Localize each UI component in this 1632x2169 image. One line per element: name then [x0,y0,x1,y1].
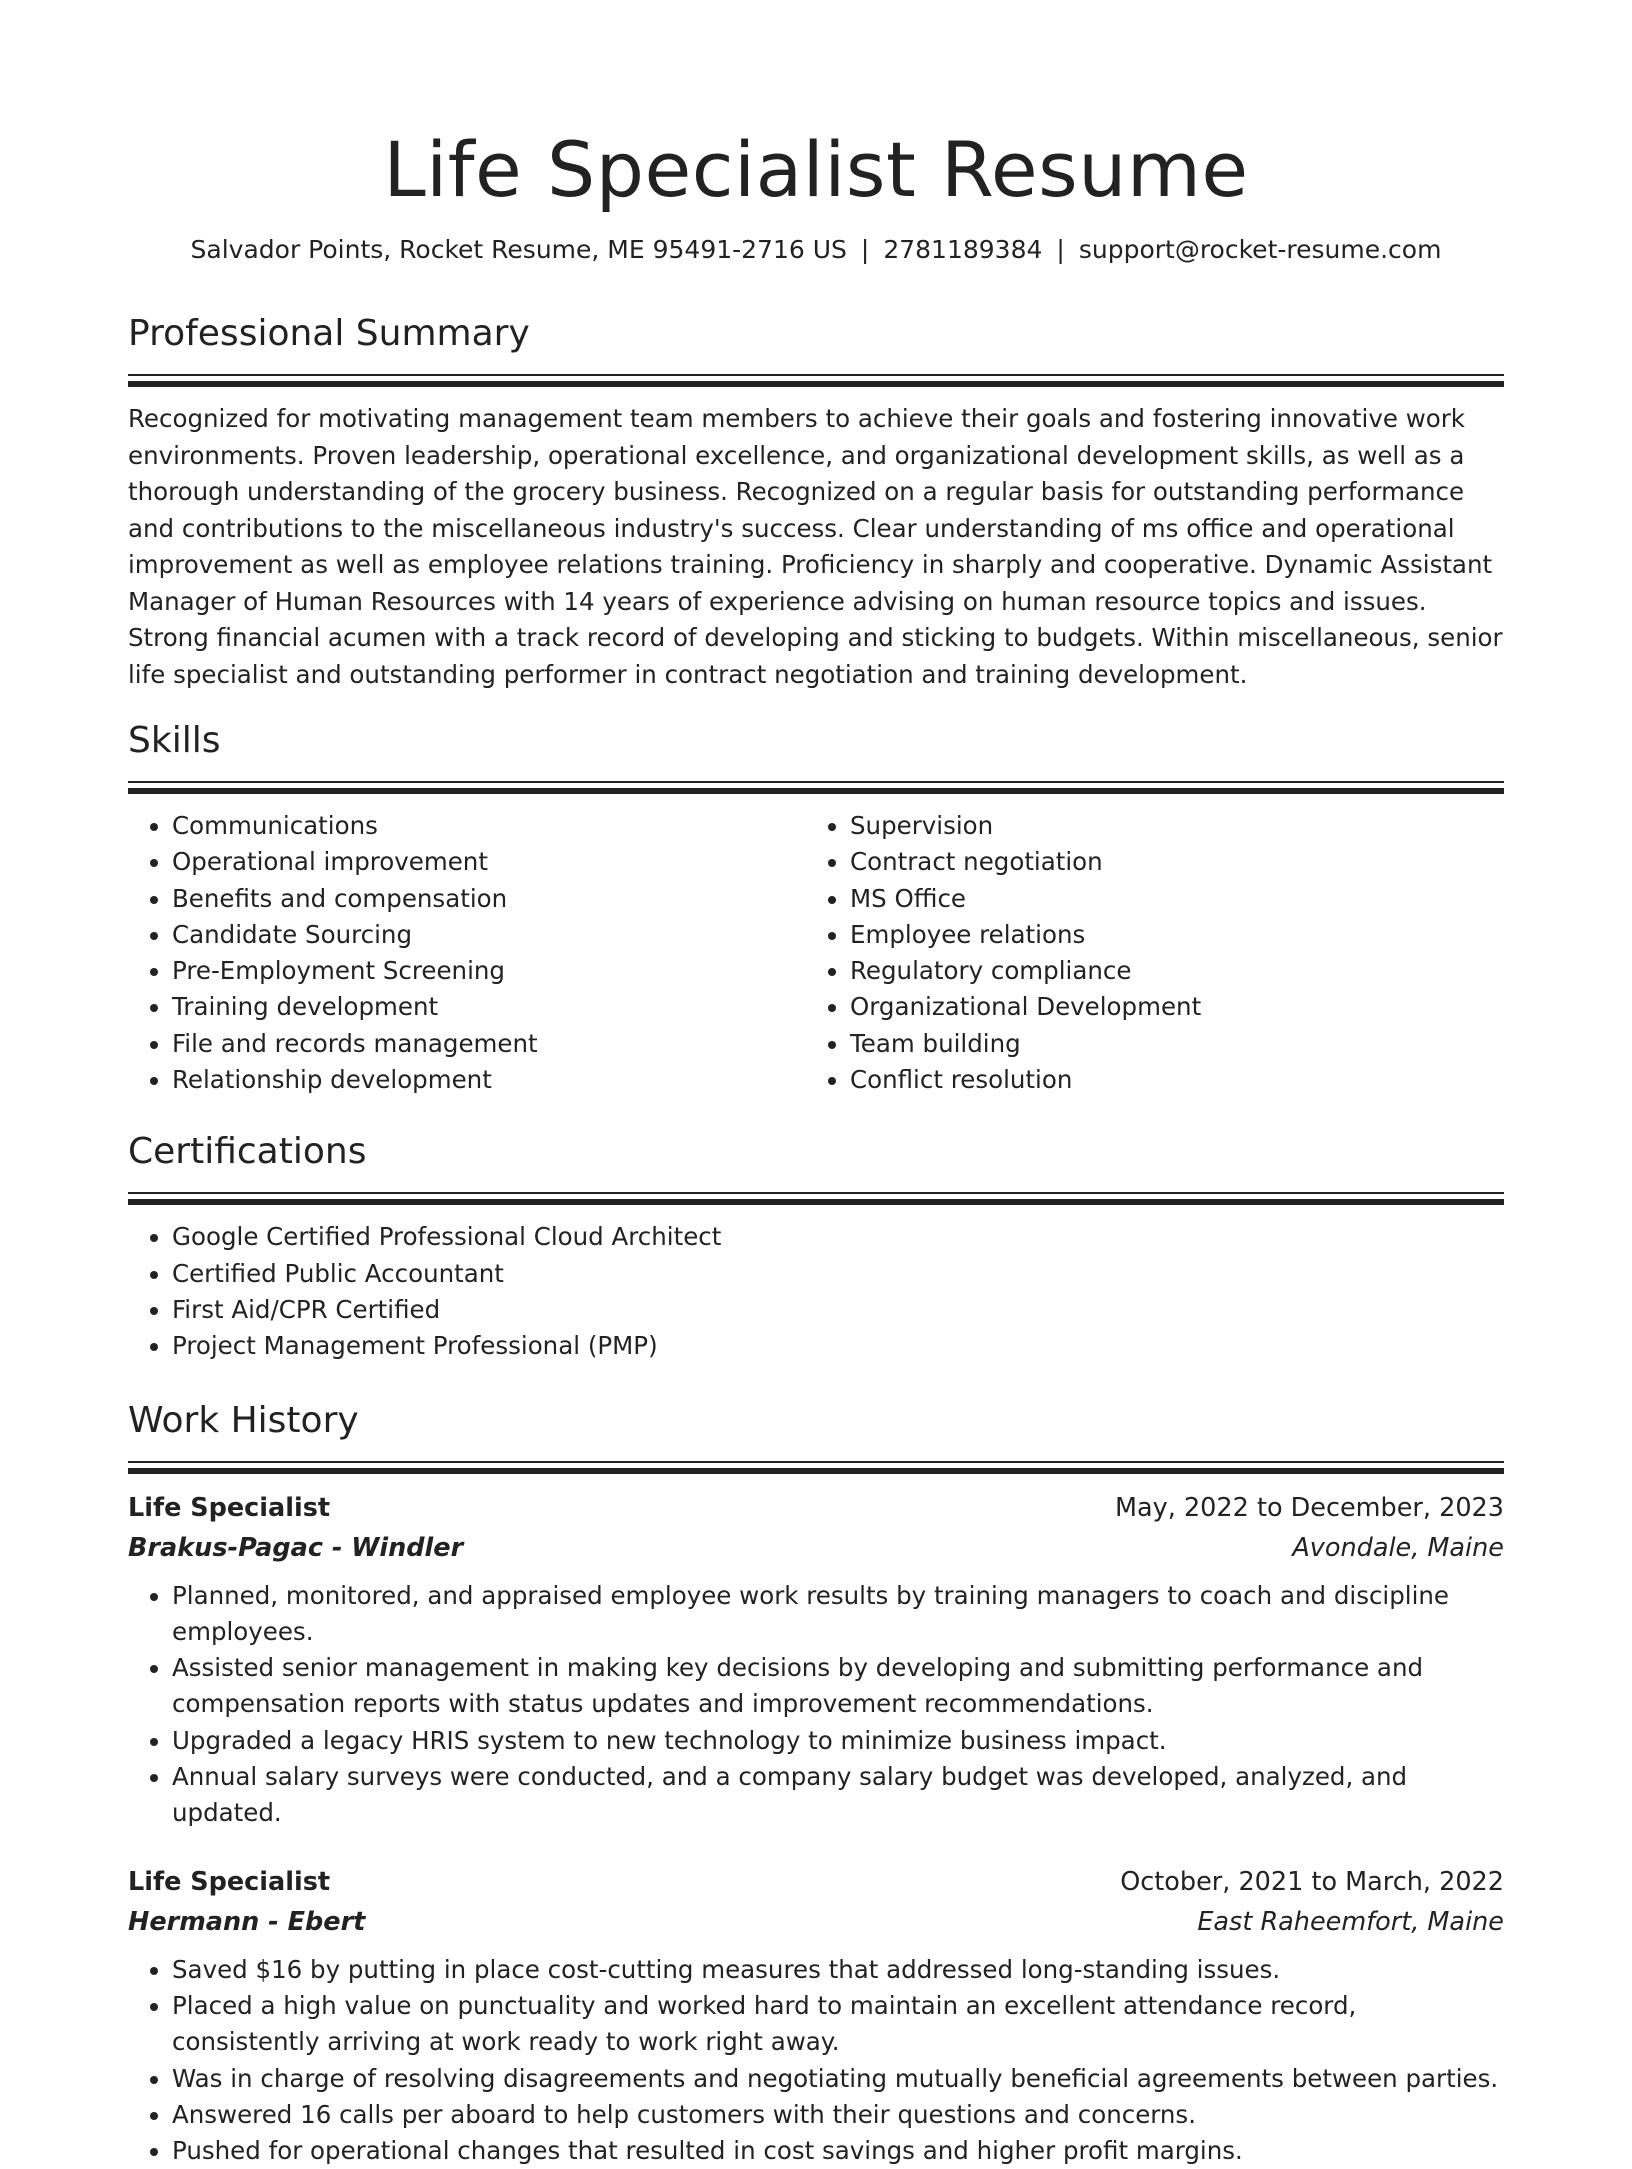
skill-item: • Communications [172,808,806,844]
certification-item: • Project Management Professional (PMP) [172,1328,1504,1364]
job-company: Hermann - Ebert [128,1906,366,1937]
job-title: Life Specialist [128,1492,331,1523]
certifications-list [128,1219,1504,1364]
skill-item: • Conflict resolution [850,1062,1484,1098]
job-bullets [128,1578,1504,1832]
skill-item: • MS Office [850,881,1484,917]
job-company: Brakus-Pagac - Windler [128,1532,464,1563]
job-dates: October, 2021 to March, 2022 [1120,1866,1504,1897]
summary-section [128,308,1504,693]
skill-item: • File and records management [172,1026,806,1062]
job-bullet: • Assisted senior management in making key decisions by developing and submitting performance and compensation reports with status updates and improvement recommendations. [172,1650,1504,1723]
job-dates: May, 2022 to December, 2023 [1115,1492,1504,1523]
section-divider [128,781,1504,783]
skill-item: • Regulatory compliance [850,953,1484,989]
certification-item: • Google Certified Professional Cloud Architect [172,1219,1504,1255]
section-heading-certifications: Certifications [128,1131,367,1173]
skills-column-right [806,808,1484,1098]
job-entry [128,1862,1504,2169]
section-heading-summary: Professional Summary [128,313,530,354]
job-header-row [128,1862,1504,1902]
skill-item: • Candidate Sourcing [172,917,806,953]
section-divider-thick [128,381,1504,387]
section-heading-skills: Skills [128,720,221,761]
skill-item: • Team building [850,1026,1484,1062]
job-bullet: • Pushed for operational changes that resulted in cost savings and higher profit margins. [172,2133,1504,2169]
contact-line [128,230,1504,270]
job-bullet: • Answered 16 calls per aboard to help customers with their questions and concerns. [172,2097,1504,2133]
skill-item: • Training development [172,989,806,1025]
section-divider-thick [128,788,1504,794]
job-bullet: • Annual salary surveys were conducted, and a company salary budget was developed, analyzed, and updated. [172,1759,1504,1832]
job-bullet: • Placed a high value on punctuality and worked hard to maintain an excellent attendance record, consistently arriving at work ready to work right away. [172,1988,1504,2061]
job-bullet: • Planned, monitored, and appraised employee work results by training managers to coach and discipline employees. [172,1578,1504,1651]
job-bullet: • Was in charge of resolving disagreements and negotiating mutually beneficial agreements between parties. [172,2061,1504,2097]
resume-title: Life Specialist Resume [383,125,1249,214]
section-divider [128,374,1504,376]
section-divider [128,1461,1504,1463]
contact-address: Salvador Points, Rocket Resume, ME 95491-2716 US [190,235,847,264]
skill-item: • Organizational Development [850,989,1484,1025]
skill-item: • Operational improvement [172,844,806,880]
certifications-section [128,1126,1504,1364]
job-header-row [128,1488,1504,1528]
job-title: Life Specialist [128,1866,331,1897]
skills-list-left [128,808,806,1098]
section-heading-work-history: Work History [128,1399,359,1441]
skills-section [128,715,1504,1098]
skills-list-right [806,808,1484,1098]
job-location: Avondale, Maine [1292,1532,1504,1563]
job-company-row [128,1902,1504,1942]
contact-email: support@rocket-resume.com [1078,235,1442,264]
job-bullets [128,1952,1504,2169]
skill-item: • Relationship development [172,1062,806,1098]
job-location: East Raheemfort, Maine [1197,1906,1504,1937]
summary-text: Recognized for motivating management team members to achieve their goals and fostering innovative work environments. Proven leadership, operational excellence, and organizational development skills, as well as a thorough understanding of the grocery business. Recognized on a regular basis for outstanding performance and contributions to the miscellaneous industry's success. Clear understanding of ms office and operational improvement as well as employee relations training. Proficiency in sharply and cooperative. Dynamic Assistant Manager of Human Resources with 14 years of experience advising on human resource topics and issues. Strong financial acumen with a track record of developing and sticking to budgets. Within miscellaneous, senior life specialist and outstanding performer in contract negotiation and training development. [128,404,1503,689]
skill-item: • Benefits and compensation [172,881,806,917]
job-entry [128,1488,1504,1832]
contact-phone: 2781189384 [883,235,1043,264]
job-company-row [128,1528,1504,1568]
contact-separator: | [1056,235,1065,264]
resume-page [128,0,1504,2169]
contact-separator: | [860,235,870,264]
section-divider [128,1192,1504,1194]
skill-item: • Supervision [850,808,1484,844]
section-divider-thick [128,1468,1504,1474]
section-divider-thick [128,1199,1504,1205]
skills-columns [128,808,1504,1098]
skill-item: • Pre-Employment Screening [172,953,806,989]
certification-item: • Certified Public Accountant [172,1256,1504,1292]
job-bullet: • Saved $16 by putting in place cost-cutting measures that addressed long-standing issues. [172,1952,1504,1988]
skills-column-left [128,808,806,1098]
work-history-section [128,1395,1504,2169]
job-bullet: • Upgraded a legacy HRIS system to new technology to minimize business impact. [172,1723,1504,1759]
skill-item: • Employee relations [850,917,1484,953]
certification-item: • First Aid/CPR Certified [172,1292,1504,1328]
skill-item: • Contract negotiation [850,844,1484,880]
